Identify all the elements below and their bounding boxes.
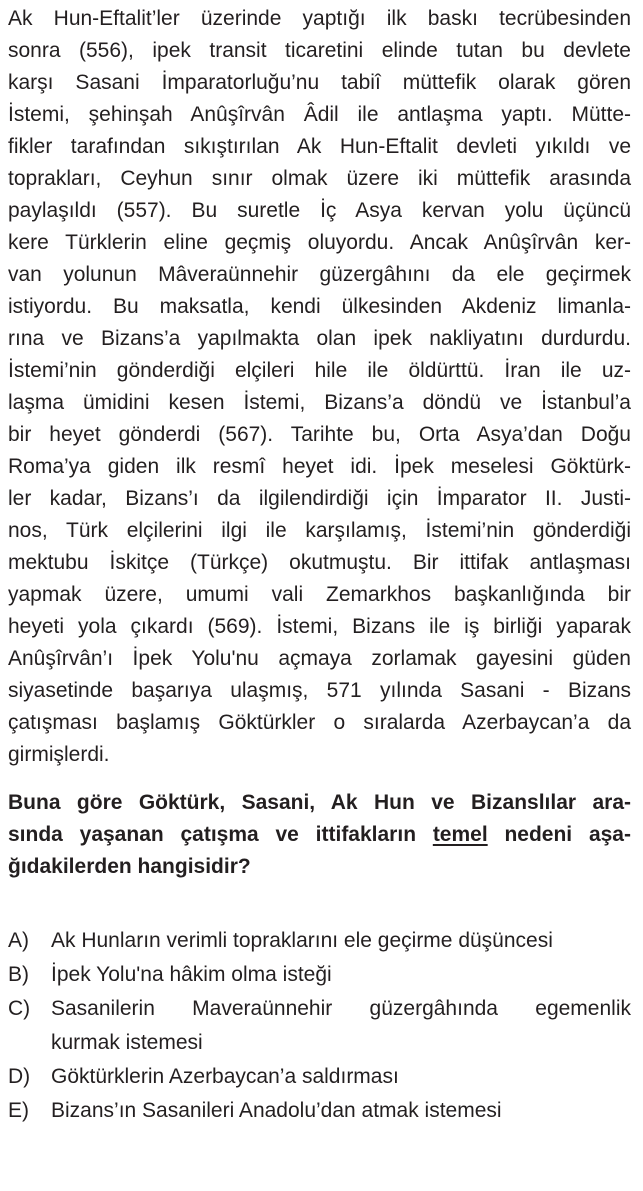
- passage-line: yapmak üzere, umumi vali Zemarkhos başkanlığında bir: [8, 583, 631, 606]
- passage-line: heyeti yola çıkardı (569). İstemi, Bizans ile iş birliği yaparak: [8, 615, 631, 638]
- question-line: [8, 819, 631, 851]
- passage-line: siyasetinde başarıya ulaşmış, 571 yılında Sasani - Bizans: [8, 679, 631, 702]
- passage-line: sonra (556), ipek transit ticaretini elinde tutan bu devlete: [8, 39, 631, 62]
- question-line: ğıdakilerden hangisidir?: [8, 855, 251, 878]
- option-letter: E): [8, 1099, 29, 1122]
- option-b[interactable]: [8, 958, 631, 992]
- option-d[interactable]: [8, 1060, 631, 1094]
- passage-line: Anûşîrvân’ı İpek Yolu'nu açmaya zorlamak gayesini güden: [8, 647, 631, 670]
- question-text: nedeni aşa-: [487, 823, 631, 846]
- passage-line: toprakları, Ceyhun sınır olmak üzere iki müttefik arasında: [8, 167, 631, 190]
- option-letter: D): [8, 1065, 31, 1088]
- passage-line: fikler tarafından sıkıştırılan Ak Hun-Eftalit devleti yıkıldı ve: [8, 135, 631, 158]
- option-text: kurmak istemesi: [51, 1031, 203, 1054]
- passage-line: İstemi’nin gönderdiği elçileri hile ile öldürttü. İran ile uz-: [8, 359, 631, 382]
- passage-line: laşma ümidini kesen İstemi, Bizans’a döndü ve İstanbul’a: [8, 391, 631, 414]
- option-c[interactable]: [8, 992, 631, 1060]
- question-text: sında yaşanan çatışma ve ittifakların: [8, 823, 433, 846]
- passage-line-last: girmişlerdi.: [8, 743, 110, 766]
- option-letter: A): [8, 929, 29, 952]
- passage-line: karşı Sasani İmparatorluğu’nu tabiî müttefik olarak gören: [8, 71, 631, 94]
- option-text: Bizans’ın Sasanileri Anadolu’dan atmak istemesi: [51, 1099, 502, 1122]
- option-text: İpek Yolu'na hâkim olma isteği: [51, 963, 332, 986]
- passage-line: rına ve Bizans’a yapılmakta olan ipek nakliyatını durdurdu.: [8, 327, 631, 350]
- option-a[interactable]: [8, 924, 631, 958]
- option-letter: C): [8, 997, 31, 1020]
- passage-line: ler kadar, Bizans’ı da ilgilendirdiği için İmparator II. Justi-: [8, 487, 631, 510]
- option-text: Sasanilerin Maveraünnehir güzergâhında egemenlik: [51, 997, 631, 1020]
- passage-line: paylaşıldı (557). Bu suretle İç Asya kervan yolu üçüncü: [8, 199, 631, 222]
- emphasis-underlined: temel: [432, 823, 488, 846]
- passage-line: İstemi, şehinşah Anûşîrvân Âdil ile antlaşma yaptı. Mütte-: [8, 103, 631, 126]
- passage-line: mektubu İskitçe (Türkçe) okutmuştu. Bir ittifak antlaşması: [8, 551, 631, 574]
- passage-line: istiyordu. Bu maksatla, kendi ülkesinden Akdeniz limanla-: [8, 295, 631, 318]
- passage-line: çatışması başlamış Göktürkler o sıralarda Azerbaycan’a da: [8, 711, 631, 734]
- question-line: Buna göre Göktürk, Sasani, Ak Hun ve Bizanslılar ara-: [8, 791, 631, 814]
- option-text: Ak Hunların verimli topraklarını ele geçirme düşüncesi: [51, 929, 553, 952]
- passage-line: van yolunun Mâveraünnehir güzergâhını da ele geçirmek: [8, 263, 631, 286]
- passage-line: Roma’ya giden ilk resmî heyet idi. İpek meselesi Göktürk-: [8, 455, 631, 478]
- option-text: Göktürklerin Azerbaycan’a saldırması: [51, 1065, 399, 1088]
- option-e[interactable]: [8, 1094, 631, 1128]
- passage-line: nos, Türk elçilerini ilgi ile karşılamış, İstemi’nin gönderdiği: [8, 519, 631, 542]
- passage-line: kere Türklerin eline geçmiş oluyordu. Ancak Anûşîrvân ker-: [8, 231, 631, 254]
- option-letter: B): [8, 963, 29, 986]
- passage-line: Ak Hun-Eftalit’ler üzerinde yaptığı ilk baskı tecrübesinden: [8, 7, 631, 30]
- passage-line: bir heyet gönderdi (567). Tarihte bu, Orta Asya’dan Doğu: [8, 423, 631, 446]
